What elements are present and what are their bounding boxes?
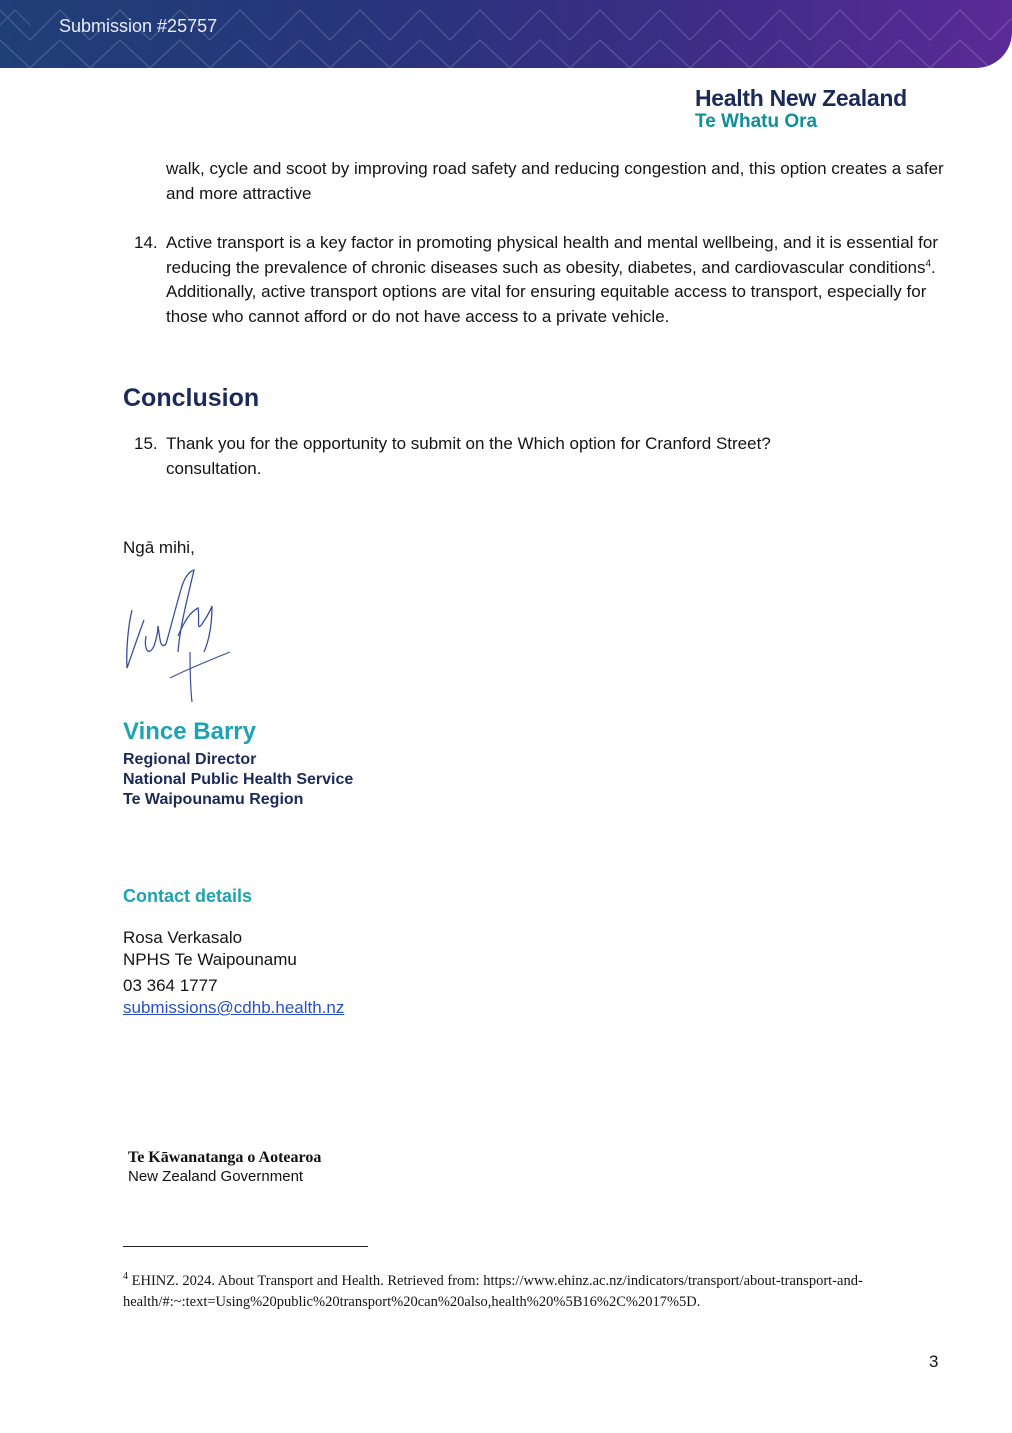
numbered-item-14: [134, 231, 946, 329]
role-organisation: National Public Health Service: [123, 771, 354, 788]
footnote-divider: [123, 1246, 368, 1247]
submission-number: Submission #25757: [59, 16, 218, 36]
item-text: [166, 231, 946, 329]
numbered-item-15: [134, 432, 854, 481]
page-number: 3: [929, 1352, 939, 1371]
role-region: Te Waipounamu Region: [123, 791, 304, 808]
submission-banner: [0, 0, 1012, 68]
footnote-marker: 4: [123, 1271, 128, 1283]
role-title: Regional Director: [123, 751, 257, 768]
government-maori-name: Te Kāwanatanga o Aotearoa: [128, 1149, 322, 1166]
signatory-name: Vince Barry: [123, 718, 256, 745]
health-nz-logo: [695, 85, 907, 133]
footnote-reference: 4: [925, 257, 932, 269]
conclusion-heading: Conclusion: [123, 384, 260, 412]
contact-phone: 03 364 1777: [123, 976, 218, 995]
signature-image: [118, 566, 238, 706]
closing-salutation: Ngā mihi,: [123, 538, 195, 557]
item-text-part: Active transport is a key factor in promoting physical health and mental wellbeing, and it is essential for reducing the prevalence of chronic diseases such as obesity, diabetes, and cardiovascular conditions: [166, 233, 939, 277]
contact-heading: Contact details: [123, 886, 253, 906]
contact-email-link[interactable]: submissions@cdhb.health.nz: [123, 998, 345, 1017]
item-number: 15.: [134, 434, 158, 453]
footnote-text: EHINZ. 2024. About Transport and Health. Retrieved from: https://www.ehinz.ac.nz/indicators/transport/about-transport-and-health/#:~:text=Using%20public%20transport%20can%20also,health%20%5B16%2C%2017%5D.: [123, 1273, 863, 1310]
logo-main-text: Health New Zealand: [695, 85, 907, 111]
item-text: Thank you for the opportunity to submit on the Which option for Cranford Street? consultation.: [166, 434, 771, 478]
item-text-part: . Additionally, active transport options are vital for ensuring equitable access to transport, especially for those who cannot afford or do not have access to a private vehicle.: [166, 257, 936, 326]
footnote: [123, 1271, 903, 1313]
item-number: 14.: [134, 233, 158, 252]
government-english-name: New Zealand Government: [128, 1168, 304, 1185]
contact-person: Rosa Verkasalo: [123, 928, 243, 947]
signatory-role: [123, 750, 353, 810]
logo-sub-text: Te Whatu Ora: [695, 111, 818, 132]
contact-block: [123, 927, 344, 1019]
contact-organisation: NPHS Te Waipounamu: [123, 950, 297, 969]
government-logo: [128, 1149, 321, 1185]
paragraph-continuation: walk, cycle and scoot by improving road safety and reducing congestion and, this option creates a safer and more attractive: [166, 159, 944, 203]
